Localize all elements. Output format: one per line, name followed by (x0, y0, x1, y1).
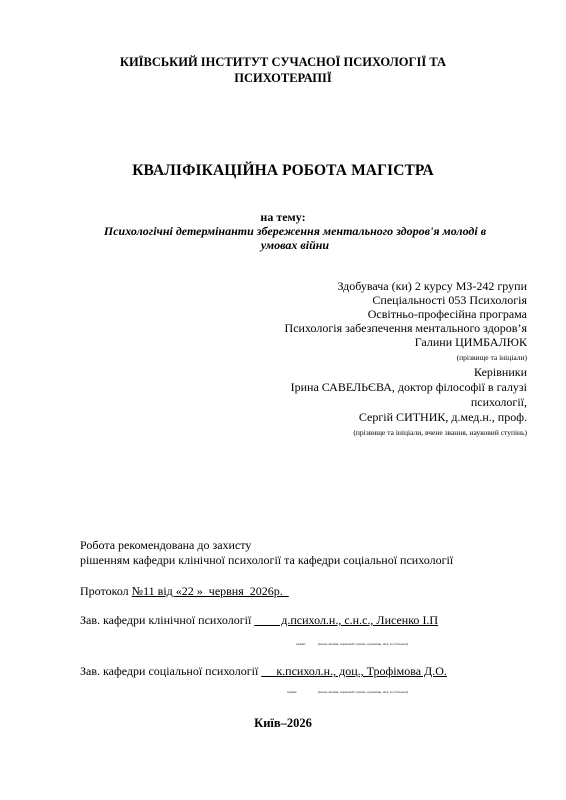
theme-line-2: умовах війни (260, 238, 330, 252)
protocol-line (80, 584, 289, 598)
head-clinical-line (80, 613, 438, 627)
student-name: Галини ЦИМБАЛЮК (414, 335, 527, 349)
supervisors-label: Керівники (474, 365, 527, 379)
head-social-value: к.психол.н., доц., Трофімова Д.О. (261, 664, 447, 678)
head-clinical-sign-label: підпис (296, 642, 306, 646)
protocol-prefix: Протокол (80, 584, 132, 598)
head-social-line (80, 664, 447, 678)
head-clinical-value: д.психол.н., с.н.с., Лисенко (254, 613, 423, 627)
supervisor-2: Сергій СИТНИК, д.мед.н., проф. (358, 410, 527, 424)
protocol-date: «22 » червня 2026р. (175, 584, 289, 598)
theme-line-1: Психологічні детермінанти збереження ментального здоров'я молоді в (103, 224, 487, 238)
head-clinical-label: Зав. кафедри клінічної психології (80, 613, 255, 627)
recommendation-line-1: Робота рекомендована до захисту (80, 538, 252, 552)
footer-city-year: Київ–2026 (254, 716, 312, 730)
head-social-sign-label: підпис (287, 690, 297, 694)
document-title: КВАЛІФІКАЦІЙНА РОБОТА МАГІСТРА (132, 162, 434, 179)
institution-name (0, 54, 566, 86)
supervisor-1-line-1: Ірина САВЕЛЬЄВА, доктор філософії в галузі (290, 380, 527, 394)
head-clinical-initials: І.П (422, 613, 439, 627)
protocol-number: №11 (131, 584, 158, 598)
student-program-label: Освітньо-професійна програма (367, 307, 527, 321)
institution-line-1: КИЇВСЬКИЙ ІНСТИТУТ СУЧАСНОЇ ПСИХОЛОГІЇ ТА (119, 55, 447, 69)
head-clinical-note: (вчене звання, науковий ступінь, прізвище, ім'я, по батькові) (318, 642, 408, 646)
supervisors-note: (прізвище та ініціали, вчене звання, науковий ступінь) (353, 428, 527, 437)
student-course: Здобувача (ки) 2 курсу МЗ-242 групи (337, 279, 527, 293)
student-name-note: (прізвище та ініціали) (456, 353, 527, 362)
institution-line-2: ПСИХОТЕРАПІЇ (234, 71, 332, 85)
student-program: Психологія забезпечення ментального здоров’я (284, 321, 527, 335)
supervisor-1-line-2: психології, (470, 395, 527, 409)
protocol-from: від (157, 584, 176, 598)
recommendation-line-2: рішенням кафедри клінічної психології та кафедри соціальної психології (80, 553, 454, 567)
student-specialty: Спеціальності 053 Психологія (372, 293, 527, 307)
head-social-note: (вчене звання, науковий ступінь, прізвище, ім'я, по батькові) (318, 690, 408, 694)
head-social-label: Зав. кафедри соціальної психології (80, 664, 262, 678)
theme-label: на тему: (260, 210, 306, 224)
theme-text (60, 224, 530, 252)
